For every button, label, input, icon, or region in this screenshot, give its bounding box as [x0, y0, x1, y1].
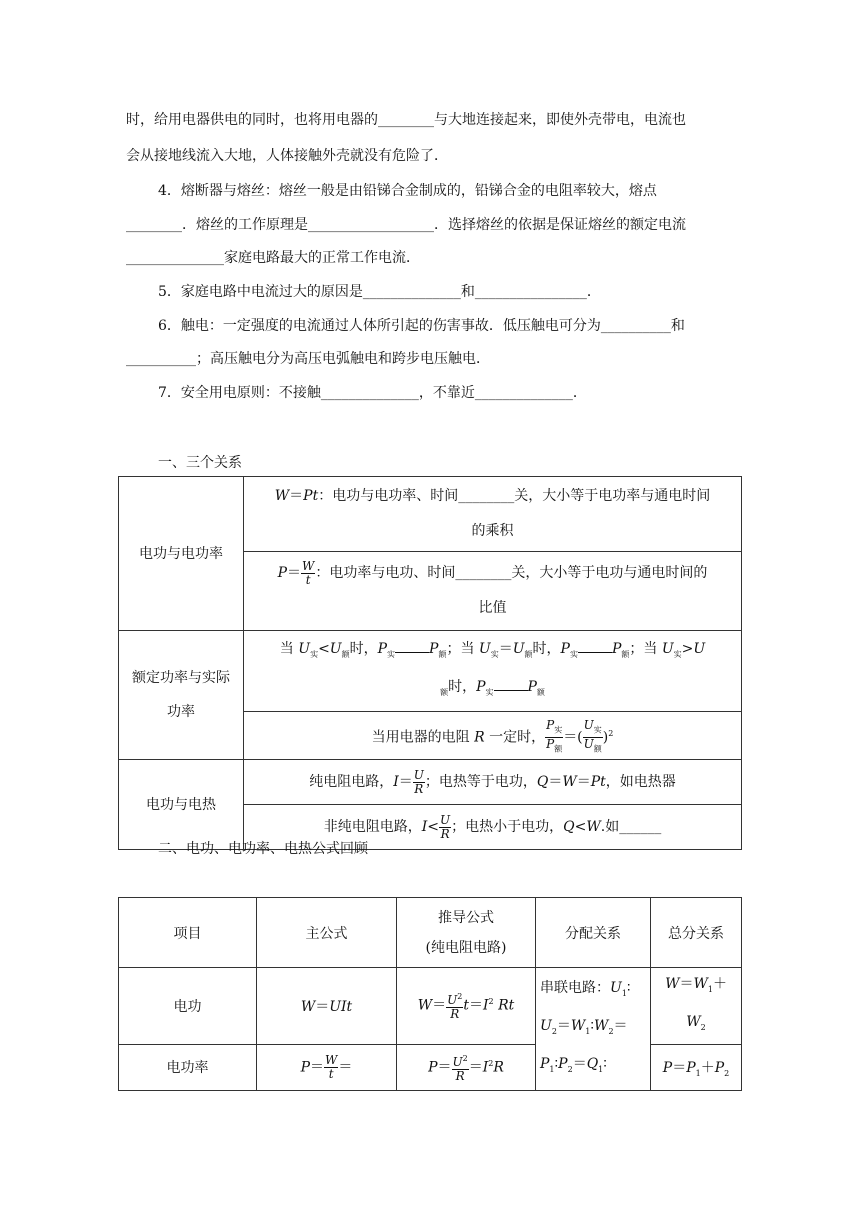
power-derived-formula: P＝ $\frac{U^2}{R}$ $=I^2R$ — [397, 1044, 536, 1090]
row-label-work-heat: 电功与电热 — [119, 760, 244, 850]
header-total: 总分关系 — [651, 898, 742, 968]
cell-w-pt: W＝Pt：电功与电功率、时间________关，大小等于电功率与通电时间 的乘积 — [244, 477, 742, 552]
section-1-title: 一、三个关系 — [158, 455, 242, 471]
formula-table — [118, 897, 742, 1091]
work-total-relation: $W=W_1+$ $W_2$ — [651, 968, 742, 1045]
relations-table — [118, 476, 742, 850]
item-6-line-1: 6．触电：一定强度的电流通过人体所引起的伤害事故．低压触电可分为__________和 — [158, 318, 685, 334]
item-4-line-3: ______________家庭电路最大的正常工作电流． — [126, 250, 420, 266]
cell-rated-comparison: 当 $U_实<U_额$时，$P_实$ $P_额$；当 $U_实=U_额$时，$P_实$ $P_额$；当 $U_实>U$ $_额$时，$P_实$ $P_额$ — [244, 631, 742, 712]
row-label-work: 电功 — [119, 968, 257, 1045]
power-main-formula: P＝ $\frac{W}{t}$ ＝ — [257, 1044, 397, 1090]
row-label-rated-actual: 额定功率与实际 功率 — [119, 631, 244, 760]
item-6-line-2: __________；高压触电分为高压电弧触电和跨步电压触电． — [126, 351, 490, 367]
header-main-formula: 主公式 — [257, 898, 397, 968]
work-main-formula: W＝UIt — [257, 968, 397, 1045]
header-distribution: 分配关系 — [536, 898, 651, 968]
row-label-power: 电功率 — [119, 1044, 257, 1090]
row-label-work-power: 电功与电功率 — [119, 477, 244, 631]
section-2-title: 二、电功、电功率、电热公式回顾 — [158, 841, 368, 857]
work-derived-formula: W＝ $\frac{U^2}{R}$ $t=I^2$ Rt — [397, 968, 536, 1045]
header-item: 项目 — [119, 898, 257, 968]
cell-pure-resistance: 纯电阻电路，I＝ $\frac{U}{R}$ ；电热等于电功，Q＝W＝Pt，如电热器 — [244, 760, 742, 805]
item-4-line-1: 4．熔断器与熔丝：熔丝一般是由铅锑合金制成的，铅锑合金的电阻率较大，熔点 — [158, 183, 657, 199]
cell-p-w-t: P＝ $\frac{W}{t}$ ：电功率与电功、时间________关，大小等于电功与通电时间的 比值 — [244, 552, 742, 631]
intro-line-2: 会从接地线流入大地，人体接触外壳就没有危险了． — [126, 148, 448, 164]
cell-non-pure-resistance: 非纯电阻电路，I< $\frac{U}{R}$ ；电热小于电功，Q<W.如______ — [244, 805, 742, 850]
item-4-line-2: ________．熔丝的工作原理是__________________．选择熔丝的依据是保证熔丝的额定电流 — [126, 217, 686, 233]
item-5: 5．家庭电路中电流过大的原因是______________和________________． — [158, 284, 601, 300]
cell-constant-r: 当用电器的电阻 R 一定时， $\frac{P_实}{P_额}$ ＝( $\frac{U_实}{U_额}$ )$^2$ — [244, 711, 742, 760]
intro-line-1: 时，给用电器供电的同时，也将用电器的________与大地连接起来，即使外壳带电，电流也 — [126, 112, 686, 128]
distribution-cell: 串联电路：$U_1∶$ $U_2=W_1∶W_2=$ $P_1∶P_2=Q_1∶$ — [536, 968, 651, 1091]
item-7: 7．安全用电原则：不接触______________，不靠近______________． — [158, 385, 587, 401]
header-derived-formula: 推导公式 (纯电阻电路) — [397, 898, 536, 968]
power-total-relation: $P=P_1+P_2$ — [651, 1044, 742, 1090]
